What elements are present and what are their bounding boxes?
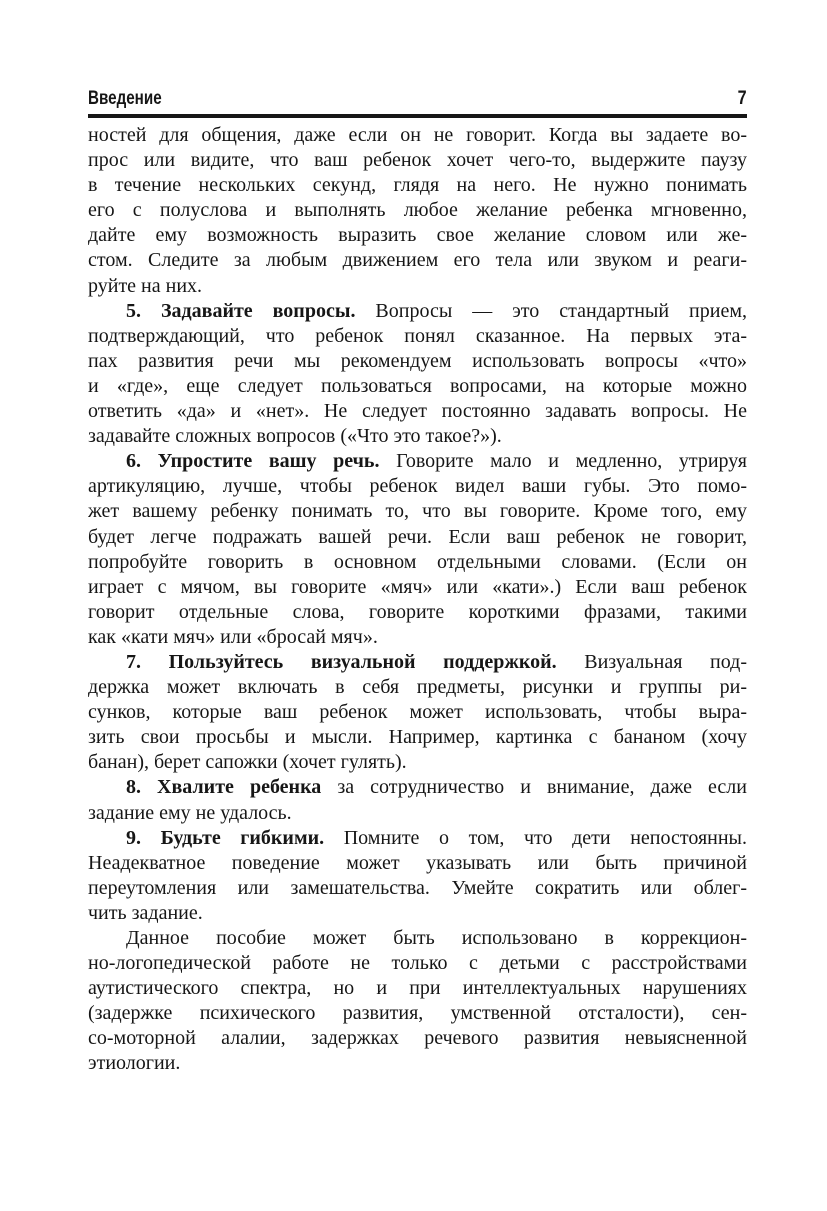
text-run: будет легче подражать вашей речи. Если ваш ребенок не говорит, <box>88 525 747 548</box>
paragraph <box>88 299 747 450</box>
text-line <box>88 801 747 826</box>
text-run: но-логопедической работе не только с детьми с расстройствами <box>88 952 747 975</box>
paragraph <box>88 826 747 926</box>
text-line <box>88 600 747 625</box>
text-line <box>88 976 747 1001</box>
text-run: жет вашему ребенку понимать то, что вы говорите. Кроме того, ему <box>88 500 747 523</box>
text-line <box>88 951 747 976</box>
text-run-bold: 9. Будьте гибкими. <box>126 826 325 849</box>
text-run-bold: 8. Хвалите ребенка <box>126 776 322 799</box>
text-line <box>88 550 747 575</box>
text-line <box>88 1051 747 1076</box>
text-run: говорит отдельные слова, говорите короткими фразами, такими <box>88 600 747 623</box>
text-run: задавайте сложных вопросов («Что это такое?»). <box>88 425 502 448</box>
text-run: и «где», еще следует пользоваться вопросами, на которые можно <box>88 374 747 397</box>
text-run: со-моторной алалии, задержках речевого развития невыясненной <box>88 1027 747 1050</box>
text-run: как «кати мяч» или «бросай мяч». <box>88 625 378 648</box>
text-line <box>88 700 747 725</box>
text-run: в течение нескольких секунд, глядя на него. Не нужно понимать <box>88 174 747 197</box>
text-run: артикуляцию, лучше, чтобы ребенок видел ваши губы. Это помо- <box>88 475 747 498</box>
text-run: стом. Следите за любым движением его тела или звуком и реаги- <box>88 249 747 272</box>
text-run: попробуйте говорить в основном отдельными словами. (Если он <box>88 550 747 573</box>
text-run: задание ему не удалось. <box>88 801 292 824</box>
text-run: аутистического спектра, но и при интеллектуальных нарушениях <box>88 977 747 1000</box>
text-line <box>88 675 747 700</box>
text-line <box>88 525 747 550</box>
text-line <box>88 775 747 800</box>
text-line <box>88 926 747 951</box>
text-line <box>88 650 747 675</box>
text-line <box>88 424 747 449</box>
text-run: чить задание. <box>88 901 203 924</box>
text-line <box>88 876 747 901</box>
text-run: руйте на них. <box>88 274 203 297</box>
text-line <box>88 901 747 926</box>
text-run: (задержке психического развития, умственной отсталости), сен- <box>88 1002 747 1025</box>
text-run: ностей для общения, даже если он не говорит. Когда вы задаете во- <box>88 124 747 146</box>
text-run: банан), берет сапожки (хочет гулять). <box>88 751 407 774</box>
text-run: зить свои просьбы и мысли. Например, картинка с бананом (хочу <box>88 726 747 749</box>
text-line <box>88 750 747 775</box>
text-line <box>88 349 747 374</box>
text-line <box>88 851 747 876</box>
text-run: переутомления или замешательства. Умейте сократить или облег- <box>88 876 747 899</box>
text-run: дайте ему возможность выразить свое желание словом или же- <box>88 224 747 247</box>
text-run: пах развития речи мы рекомендуем использовать вопросы «что» <box>88 349 747 372</box>
paragraph <box>88 123 747 299</box>
text-run: прос или видите, что ваш ребенок хочет чего-то, выдержите паузу <box>88 149 747 172</box>
text-run-bold: 7. Пользуйтесь визуальной поддержкой. <box>126 650 557 673</box>
text-line <box>88 123 747 148</box>
text-line <box>88 198 747 223</box>
text-run: Говорите мало и медленно, утрируя <box>379 450 747 473</box>
text-line <box>88 575 747 600</box>
paragraph <box>88 449 747 650</box>
text-run: сунков, которые ваш ребенок может использовать, чтобы выра- <box>88 701 747 724</box>
text-run: играет с мячом, вы говорите «мяч» или «кати».) Если ваш ребенок <box>88 575 747 598</box>
text-line <box>88 449 747 474</box>
text-run: держка может включать в себя предметы, рисунки и группы ри- <box>88 676 747 699</box>
body-text <box>88 123 747 1077</box>
text-run: Вопросы — это стандартный прием, <box>355 299 747 322</box>
text-line <box>88 399 747 424</box>
text-run-bold: 5. Задавайте вопросы. <box>126 299 356 322</box>
text-run: за сотрудничество и внимание, даже если <box>321 776 747 799</box>
text-line <box>88 299 747 324</box>
text-run: Визуальная под- <box>556 650 747 673</box>
text-run: Помните о том, что дети непостоянны. <box>324 826 747 849</box>
header-rule <box>88 114 747 118</box>
text-run: Неадекватное поведение может указывать или быть причиной <box>88 851 747 874</box>
text-line <box>88 248 747 273</box>
running-title: Введение <box>88 88 162 109</box>
text-run: ответить «да» и «нет». Не следует постоянно задавать вопросы. Не <box>88 400 747 423</box>
text-line <box>88 474 747 499</box>
text-run: Данное пособие может быть использовано в коррекцион- <box>126 927 747 949</box>
text-line <box>88 625 747 650</box>
text-line <box>88 148 747 173</box>
text-run: подтверждающий, что ребенок понял сказанное. На первых эта- <box>88 324 747 347</box>
text-line <box>88 223 747 248</box>
paragraph <box>88 650 747 775</box>
paragraph <box>88 775 747 825</box>
text-run: этиологии. <box>88 1052 181 1075</box>
text-line <box>88 826 747 851</box>
page-header <box>88 88 747 112</box>
text-line <box>88 274 747 299</box>
text-run-bold: 6. Упростите вашу речь. <box>126 450 380 473</box>
text-run: его с полуслова и выполнять любое желание ребенка мгновенно, <box>88 199 747 222</box>
paragraph <box>88 926 747 1077</box>
page-number: 7 <box>738 88 747 109</box>
text-line <box>88 1001 747 1026</box>
text-line <box>88 374 747 399</box>
text-line <box>88 1026 747 1051</box>
text-line <box>88 499 747 524</box>
text-line <box>88 173 747 198</box>
text-line <box>88 725 747 750</box>
text-line <box>88 324 747 349</box>
